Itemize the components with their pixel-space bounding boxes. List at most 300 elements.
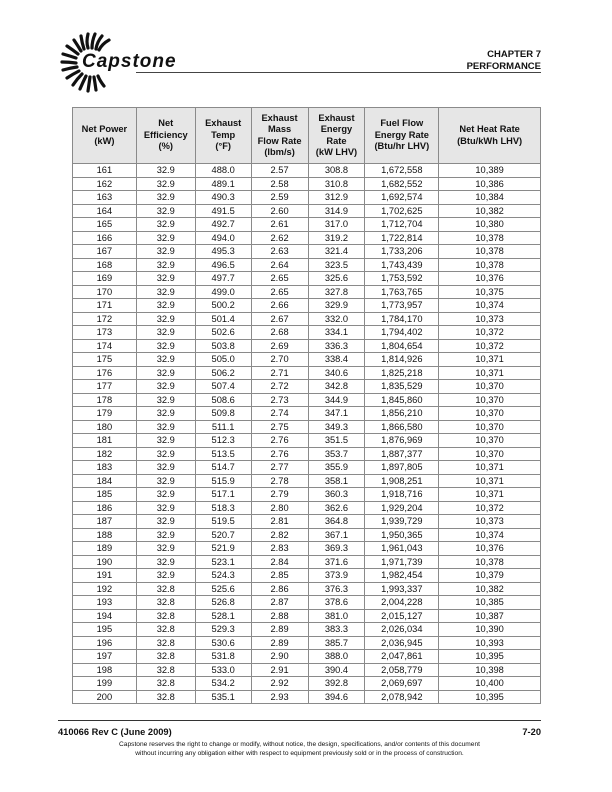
table-cell: 2.75 [251,420,308,434]
table-cell: 1,784,170 [365,312,439,326]
table-cell: 32.9 [136,407,195,421]
table-cell: 501.4 [195,312,251,326]
table-cell: 2.87 [251,596,308,610]
table-cell: 1,866,580 [365,420,439,434]
table-cell: 10,373 [439,515,541,529]
table-cell: 323.5 [308,258,365,272]
table-row [73,609,541,623]
table-cell: 526.8 [195,596,251,610]
table-cell: 1,897,805 [365,461,439,475]
disclaimer [58,740,541,758]
column-header-line: Exhaust [205,118,242,129]
table-cell: 10,379 [439,569,541,583]
table-row [73,488,541,502]
table-cell: 10,371 [439,353,541,367]
table-cell: 1,814,926 [365,353,439,367]
table-cell: 10,382 [439,582,541,596]
table-cell: 182 [73,447,137,461]
table-cell: 190 [73,555,137,569]
table-row [73,164,541,178]
page-number: 7-20 [522,727,541,737]
column-header-line: Flow Rate [257,135,302,146]
table-cell: 529.3 [195,623,251,637]
table-row [73,272,541,286]
footer-divider [58,720,541,721]
table-cell: 388.0 [308,650,365,664]
table-cell: 1,672,558 [365,164,439,178]
table-cell: 500.2 [195,299,251,313]
table-cell: 512.3 [195,434,251,448]
column-header [136,108,195,164]
table-row [73,555,541,569]
table-cell: 181 [73,434,137,448]
table-cell: 164 [73,204,137,218]
table-cell: 505.0 [195,353,251,367]
table-row [73,380,541,394]
table-cell: 200 [73,690,137,704]
column-header-line: (%) [158,141,173,152]
table-cell: 2.89 [251,636,308,650]
table-cell: 1,950,365 [365,528,439,542]
table-cell: 385.7 [308,636,365,650]
table-cell: 165 [73,218,137,232]
table-cell: 10,378 [439,245,541,259]
table-cell: 1,794,402 [365,326,439,340]
table-cell: 2,058,779 [365,663,439,677]
table-cell: 1,825,218 [365,366,439,380]
column-header [73,108,137,164]
column-header [308,108,365,164]
column-header-line: (kW LHV) [315,147,358,157]
table-cell: 188 [73,528,137,542]
table-cell: 10,370 [439,407,541,421]
table-cell: 2.82 [251,528,308,542]
table-cell: 355.9 [308,461,365,475]
table-cell: 534.2 [195,677,251,691]
table-cell: 10,398 [439,663,541,677]
table-cell: 32.9 [136,528,195,542]
table-cell: 32.9 [136,393,195,407]
table-cell: 32.9 [136,339,195,353]
table-cell: 523.1 [195,555,251,569]
table-cell: 338.4 [308,353,365,367]
table-cell: 32.8 [136,690,195,704]
column-header-line: Mass [267,124,292,134]
table-row [73,474,541,488]
table-cell: 32.8 [136,609,195,623]
table-cell: 2.57 [251,164,308,178]
table-cell: 1,804,654 [365,339,439,353]
table-cell: 32.9 [136,299,195,313]
table-cell: 376.3 [308,582,365,596]
table-cell: 508.6 [195,393,251,407]
table-cell: 2.78 [251,474,308,488]
column-header-line: Fuel Flow [380,118,424,129]
table-cell: 191 [73,569,137,583]
table-cell: 351.5 [308,434,365,448]
table-cell: 2.68 [251,326,308,340]
table-cell: 10,376 [439,542,541,556]
table-cell: 10,375 [439,285,541,299]
table-cell: 528.1 [195,609,251,623]
table-cell: 2.85 [251,569,308,583]
table-cell: 364.8 [308,515,365,529]
column-header-line: Exhaust [318,112,355,123]
table-cell: 1,712,704 [365,218,439,232]
table-cell: 1,887,377 [365,447,439,461]
table-cell: 347.1 [308,407,365,421]
table-cell: 2.86 [251,582,308,596]
table-cell: 503.8 [195,339,251,353]
table-cell: 1,929,204 [365,501,439,515]
table-cell: 489.1 [195,177,251,191]
table-cell: 531.8 [195,650,251,664]
table-cell: 10,374 [439,528,541,542]
table-row [73,407,541,421]
table-cell: 2.72 [251,380,308,394]
table-cell: 194 [73,609,137,623]
table-cell: 353.7 [308,447,365,461]
table-cell: 32.9 [136,569,195,583]
column-header-line: (Btu/hr LHV) [374,141,430,152]
table-cell: 32.9 [136,258,195,272]
table-cell: 332.0 [308,312,365,326]
column-header-line: Exhaust [261,112,298,123]
table-cell: 312.9 [308,191,365,205]
table-cell: 32.9 [136,285,195,299]
table-cell: 192 [73,582,137,596]
table-cell: 10,374 [439,299,541,313]
table-cell: 1,971,739 [365,555,439,569]
table-cell: 329.9 [308,299,365,313]
table-cell: 196 [73,636,137,650]
table-cell: 519.5 [195,515,251,529]
table-cell: 189 [73,542,137,556]
table-cell: 10,371 [439,474,541,488]
disclaimer-line-1: Capstone reserves the right to change or modify, without notice, the design, specifications, and/or contents of this document [119,741,480,748]
table-cell: 32.9 [136,542,195,556]
table-row [73,231,541,245]
table-cell: 10,400 [439,677,541,691]
table-cell: 525.6 [195,582,251,596]
table-cell: 2.67 [251,312,308,326]
table-cell: 10,395 [439,650,541,664]
table-cell: 173 [73,326,137,340]
section-label: PERFORMANCE [466,61,541,72]
table-cell: 32.8 [136,636,195,650]
table-cell: 32.9 [136,447,195,461]
table-cell: 180 [73,420,137,434]
table-cell: 10,385 [439,596,541,610]
table-cell: 1,961,043 [365,542,439,556]
table-cell: 1,753,592 [365,272,439,286]
table-cell: 2.58 [251,177,308,191]
table-cell: 390.4 [308,663,365,677]
table-cell: 32.9 [136,326,195,340]
table-cell: 2.65 [251,285,308,299]
table-cell: 175 [73,353,137,367]
table-cell: 314.9 [308,204,365,218]
table-row [73,420,541,434]
table-cell: 10,378 [439,555,541,569]
table-cell: 1,993,337 [365,582,439,596]
table-cell: 32.9 [136,353,195,367]
table-cell: 2.61 [251,218,308,232]
table-cell: 170 [73,285,137,299]
table-cell: 2.64 [251,258,308,272]
table-cell: 533.0 [195,663,251,677]
column-header-line: (lbm/s) [264,147,295,157]
table-cell: 10,370 [439,434,541,448]
table-row [73,299,541,313]
table-row [73,366,541,380]
column-header-line: Energy [320,124,353,134]
table-cell: 162 [73,177,137,191]
table-cell: 174 [73,339,137,353]
table-cell: 2.62 [251,231,308,245]
table-cell: 490.3 [195,191,251,205]
table-cell: 10,382 [439,204,541,218]
table-cell: 342.8 [308,380,365,394]
table-cell: 10,376 [439,272,541,286]
table-row [73,339,541,353]
table-cell: 32.9 [136,177,195,191]
table-cell: 2.66 [251,299,308,313]
table-cell: 2.79 [251,488,308,502]
table-cell: 367.1 [308,528,365,542]
table-row [73,677,541,691]
table-cell: 10,372 [439,339,541,353]
table-cell: 2,015,127 [365,609,439,623]
table-cell: 32.9 [136,231,195,245]
table-cell: 2.63 [251,245,308,259]
table-cell: 10,371 [439,461,541,475]
table-cell: 517.1 [195,488,251,502]
table-cell: 32.9 [136,380,195,394]
table-cell: 10,387 [439,609,541,623]
table-cell: 2,069,697 [365,677,439,691]
table-cell: 378.6 [308,596,365,610]
table-cell: 2.89 [251,623,308,637]
table-cell: 10,370 [439,420,541,434]
table-cell: 515.9 [195,474,251,488]
table-cell: 178 [73,393,137,407]
table-cell: 2.69 [251,339,308,353]
table-row [73,326,541,340]
table-cell: 177 [73,380,137,394]
table-cell: 32.9 [136,204,195,218]
table-cell: 358.1 [308,474,365,488]
table-row [73,285,541,299]
table-row [73,191,541,205]
column-header [439,108,541,164]
table-cell: 2.60 [251,204,308,218]
table-cell: 197 [73,650,137,664]
table-cell: 1,722,814 [365,231,439,245]
table-cell: 32.9 [136,191,195,205]
table-row [73,582,541,596]
table-cell: 199 [73,677,137,691]
table-cell: 176 [73,366,137,380]
table-cell: 10,372 [439,501,541,515]
table-cell: 32.9 [136,434,195,448]
table-cell: 179 [73,407,137,421]
table-cell: 2.59 [251,191,308,205]
table-cell: 10,372 [439,326,541,340]
table-cell: 32.9 [136,245,195,259]
table-cell: 193 [73,596,137,610]
table-row [73,312,541,326]
table-cell: 2.93 [251,690,308,704]
table-cell: 2.77 [251,461,308,475]
table-cell: 32.9 [136,488,195,502]
table-cell: 2,026,034 [365,623,439,637]
table-cell: 344.9 [308,393,365,407]
table-cell: 168 [73,258,137,272]
table-cell: 32.9 [136,515,195,529]
table-cell: 369.3 [308,542,365,556]
table-cell: 2.84 [251,555,308,569]
table-cell: 32.9 [136,164,195,178]
table-row [73,204,541,218]
table-cell: 32.9 [136,501,195,515]
table-cell: 172 [73,312,137,326]
table-cell: 334.1 [308,326,365,340]
table-cell: 336.3 [308,339,365,353]
table-cell: 502.6 [195,326,251,340]
table-row [73,515,541,529]
table-cell: 2,047,861 [365,650,439,664]
table-cell: 495.3 [195,245,251,259]
table-cell: 10,389 [439,164,541,178]
table-cell: 32.8 [136,582,195,596]
table-row [73,636,541,650]
performance-table [72,107,541,704]
table-cell: 1,733,206 [365,245,439,259]
table-cell: 1,682,552 [365,177,439,191]
table-cell: 383.3 [308,623,365,637]
table-cell: 2.76 [251,447,308,461]
table-cell: 1,773,957 [365,299,439,313]
table-cell: 2.81 [251,515,308,529]
table-cell: 32.9 [136,474,195,488]
column-header-line: Temp [211,129,236,140]
table-cell: 325.6 [308,272,365,286]
table-cell: 2.74 [251,407,308,421]
table-cell: 2,004,228 [365,596,439,610]
table-cell: 10,384 [439,191,541,205]
table-cell: 1,918,716 [365,488,439,502]
table-row [73,569,541,583]
table-body [73,164,541,704]
table-cell: 32.9 [136,366,195,380]
table-row [73,177,541,191]
table-cell: 1,743,439 [365,258,439,272]
table-cell: 513.5 [195,447,251,461]
table-cell: 491.5 [195,204,251,218]
table-cell: 10,371 [439,488,541,502]
table-cell: 2.91 [251,663,308,677]
table-cell: 2.90 [251,650,308,664]
table-cell: 511.1 [195,420,251,434]
document-number: 410066 Rev C (June 2009) [58,727,172,737]
table-cell: 10,373 [439,312,541,326]
table-cell: 32.8 [136,623,195,637]
table-cell: 521.9 [195,542,251,556]
table-cell: 535.1 [195,690,251,704]
brand-name: Capstone [82,51,177,72]
table-cell: 184 [73,474,137,488]
table-cell: 32.9 [136,420,195,434]
column-header-line: Energy Rate [374,129,429,140]
table-cell: 497.7 [195,272,251,286]
table-cell: 1,835,529 [365,380,439,394]
table-row [73,434,541,448]
table-cell: 360.3 [308,488,365,502]
disclaimer-line-2: without incurring any obligation either with respect to equipment previously sold or in the process of construction. [135,750,464,757]
table-row [73,245,541,259]
table-cell: 10,378 [439,231,541,245]
table-row [73,650,541,664]
table-cell: 349.3 [308,420,365,434]
table-cell: 10,393 [439,636,541,650]
column-header [365,108,439,164]
column-header-line: (kW) [94,135,115,146]
table-cell: 32.8 [136,677,195,691]
table-cell: 507.4 [195,380,251,394]
table-cell: 166 [73,231,137,245]
table-cell: 1,702,625 [365,204,439,218]
chapter-heading [467,49,541,73]
table-cell: 2.71 [251,366,308,380]
table-cell: 10,371 [439,366,541,380]
column-header-line: Rate [326,135,347,146]
table-row [73,501,541,515]
table-cell: 161 [73,164,137,178]
table-cell: 10,395 [439,690,541,704]
table-cell: 2,036,945 [365,636,439,650]
table-row [73,542,541,556]
table-cell: 32.9 [136,461,195,475]
column-header-line: (Btu/kWh LHV) [457,135,523,146]
table-cell: 524.3 [195,569,251,583]
column-header-line: (°F) [215,141,231,152]
table-cell: 32.9 [136,312,195,326]
table-cell: 10,370 [439,447,541,461]
table-cell: 488.0 [195,164,251,178]
table-cell: 494.0 [195,231,251,245]
table-cell: 308.8 [308,164,365,178]
table-row [73,690,541,704]
table-cell: 1,692,574 [365,191,439,205]
column-header [195,108,251,164]
table-cell: 163 [73,191,137,205]
column-header-line: Net [158,118,174,129]
table-cell: 1,908,251 [365,474,439,488]
table-cell: 373.9 [308,569,365,583]
table-cell: 1,856,210 [365,407,439,421]
column-header-line: Net Heat Rate [459,124,520,134]
table-cell: 198 [73,663,137,677]
table-cell: 183 [73,461,137,475]
table-cell: 186 [73,501,137,515]
table-cell: 496.5 [195,258,251,272]
table-row [73,528,541,542]
table-cell: 317.0 [308,218,365,232]
table-cell: 518.3 [195,501,251,515]
table-cell: 2,078,942 [365,690,439,704]
table-cell: 32.9 [136,218,195,232]
